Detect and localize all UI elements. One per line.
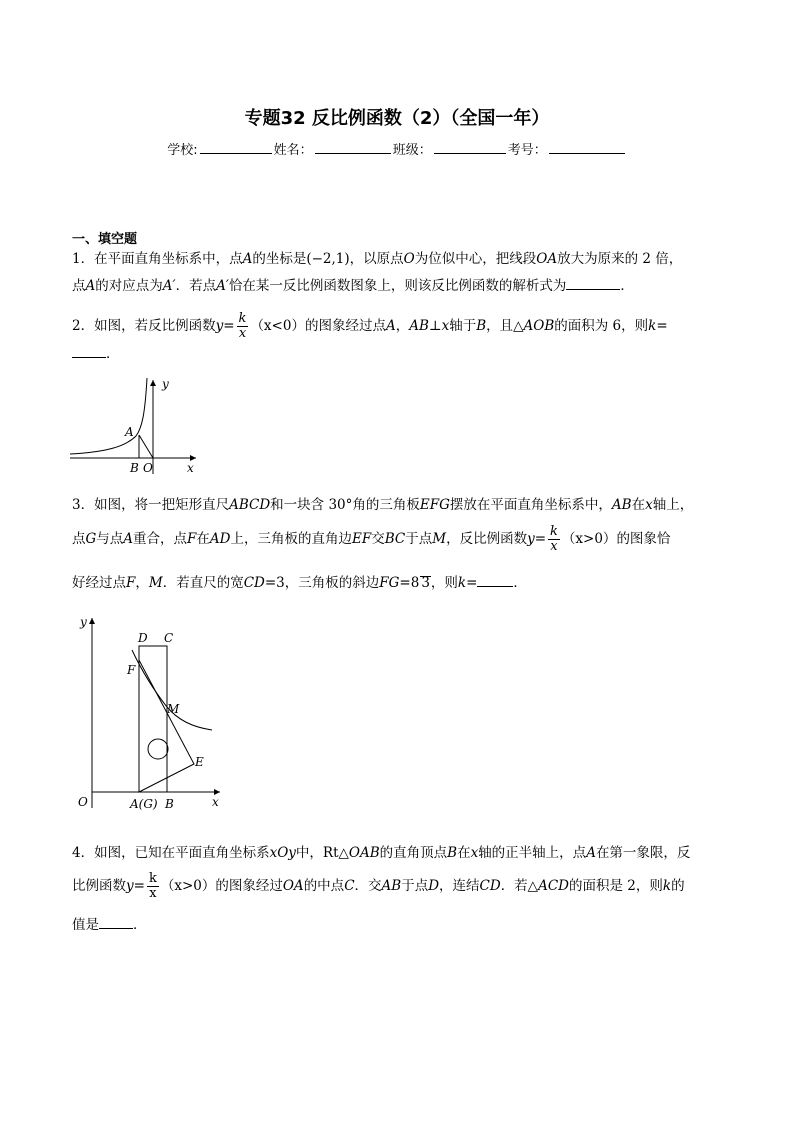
question-3-line-2: 点G与点A重合，点F在AD上，三角板的直角边EF交BC于点M，反比例函数y= $\frac{k}{x}$ （x>0）的图象恰 <box>72 524 671 554</box>
point-label-O: O <box>143 461 153 475</box>
fraction-k-over-x: $\frac{k}{x}$ <box>148 871 157 901</box>
point-label-A: A <box>125 425 134 439</box>
answer-blank-3[interactable] <box>477 574 513 587</box>
question-3-line-3: 好经过点F，M．若直尺的宽CD=3，三角板的斜边FG=8 3，则k= ． <box>72 575 527 591</box>
point-label-C: C <box>164 631 174 645</box>
point-label-B: B <box>165 797 174 811</box>
sqrt-3: 3 <box>421 575 430 591</box>
name-blank[interactable] <box>315 141 391 154</box>
coordinate: (−2,1) <box>306 251 350 267</box>
axis-label-x: x <box>187 461 194 475</box>
page-title: 专题32 反比例函数（2）（全国一年） <box>244 108 550 129</box>
point-label-E: E <box>195 755 204 769</box>
question-4-line-2: 比例函数y= $\frac{k}{x}$ （x>0）的图象经过OA的中点C．交AB于点D，连结CD．若△ACD的面积是 2，则k的 <box>72 871 685 901</box>
question-1: 1．在平面直角坐标系中，点A的坐标是(−2,1)，以原点O为位似中心，把线段OA放大为原来的 2 倍， 点A的对应点为A′．若点A′恰在某一反比例函数图象上，则该反比例函数的解析式为 ． <box>72 251 683 294</box>
question-2: 2．如图，若反比例函数y= $\frac{k}{x}$ （x<0）的图象经过点A，AB⊥x轴于B，且△AOB的面积为 6，则k= ． <box>72 311 668 362</box>
school-label: 学校: <box>167 143 198 158</box>
axis-label-x: x <box>212 795 219 809</box>
point-label-M: M <box>167 702 180 716</box>
answer-blank-1[interactable] <box>566 277 620 290</box>
axis-label-y: y <box>80 615 87 629</box>
fraction-k-over-x: $\frac{k}{x}$ <box>238 311 247 341</box>
school-blank[interactable] <box>200 141 272 154</box>
answer-blank-2[interactable] <box>72 345 106 358</box>
figure-q2 <box>68 374 208 476</box>
question-4: 4．如图，已知在平面直角坐标系xOy中，Rt△OAB的直角顶点B在x轴的正半轴上，点A在第一象限，反 <box>72 845 691 861</box>
point-label-AG: A(G) <box>130 797 158 811</box>
number-blank[interactable] <box>549 141 625 154</box>
question-3: 3．如图，将一把矩形直尺ABCD和一块含 30°角的三角板EFG摆放在平面直角坐标系中，AB在x轴上， <box>72 497 694 513</box>
point-label-B: B <box>130 461 139 475</box>
number-label: 考号： <box>507 143 547 158</box>
class-blank[interactable] <box>434 141 506 154</box>
student-info-line <box>0 139 794 158</box>
question-4-line-3: 值是 ． <box>72 917 147 933</box>
fraction-k-over-x: $\frac{k}{x}$ <box>550 524 558 554</box>
axis-label-y: y <box>162 377 169 391</box>
class-label: 班级： <box>392 143 432 158</box>
section-title: 一、填空题 <box>72 232 138 247</box>
answer-blank-4[interactable] <box>99 916 133 929</box>
name-label: 姓名： <box>273 143 313 158</box>
figure-q3 <box>74 612 226 812</box>
point-label-D: D <box>138 631 148 645</box>
point-label-O: O <box>78 795 88 809</box>
point-label-F: F <box>127 663 136 677</box>
